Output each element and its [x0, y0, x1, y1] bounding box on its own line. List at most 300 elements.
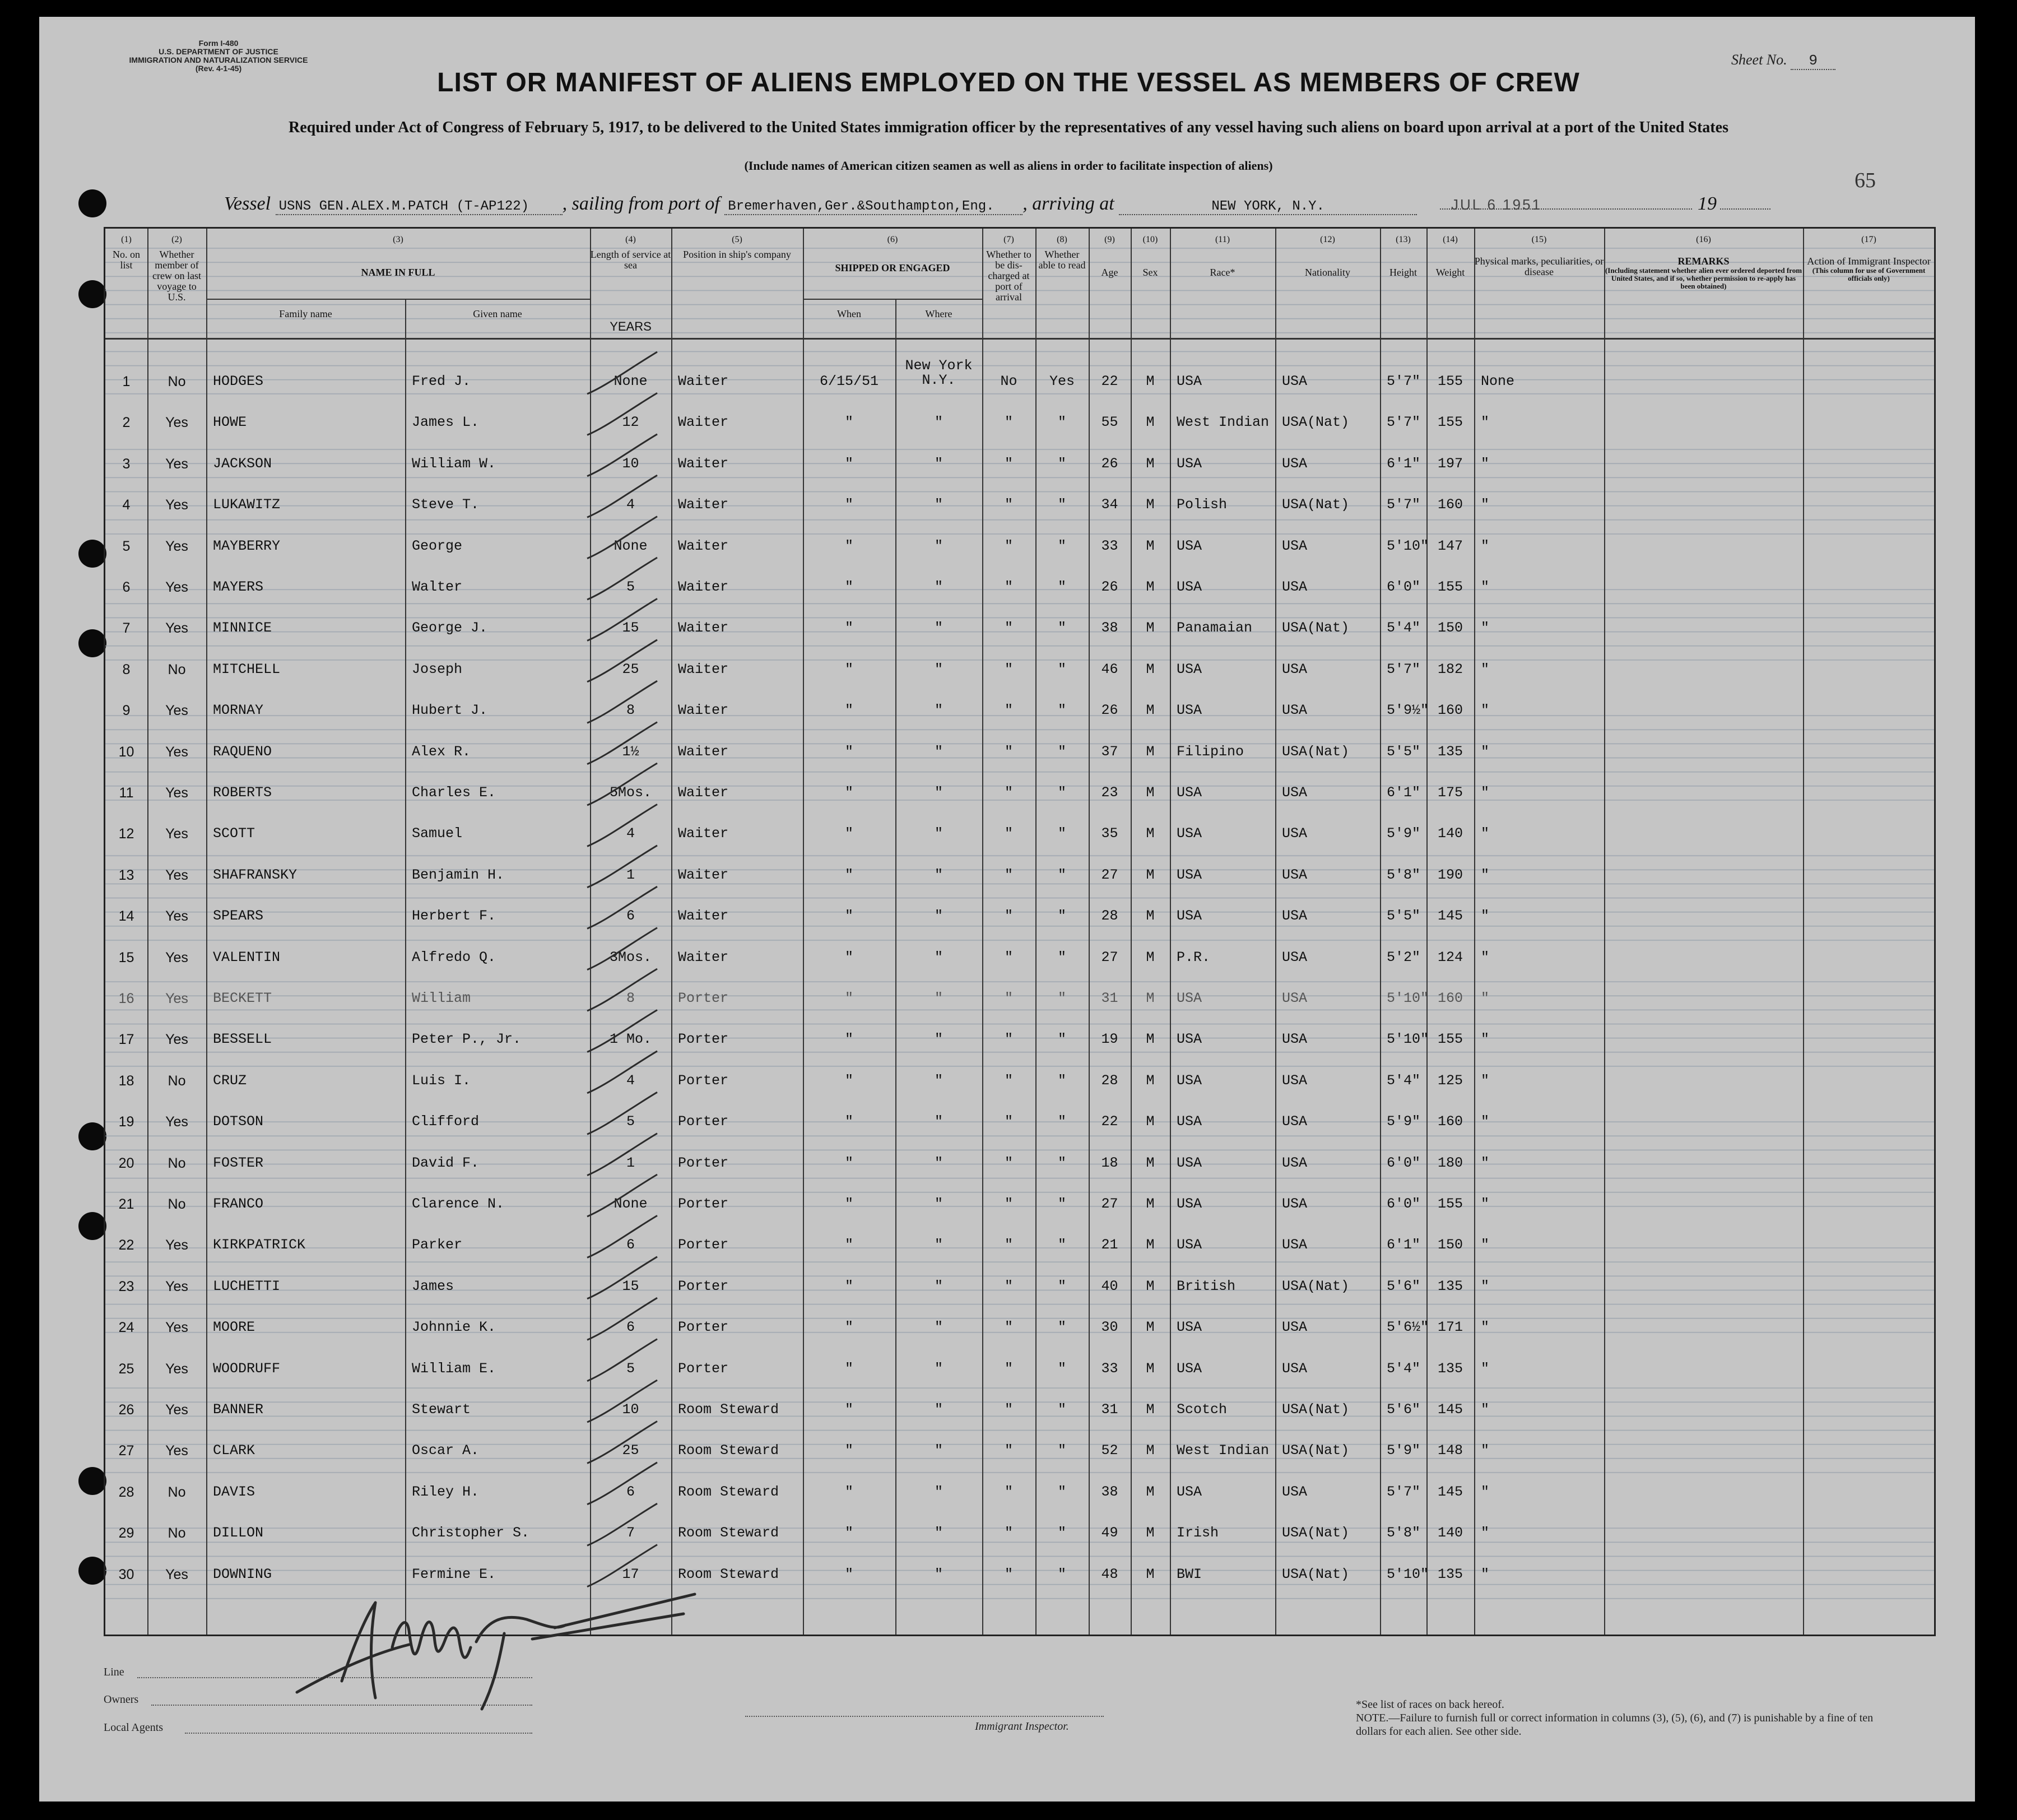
- shipped-where: ": [934, 1319, 943, 1336]
- race: USA: [1177, 990, 1202, 1006]
- to-be-discharged: ": [1004, 1442, 1013, 1459]
- shipped-when: ": [844, 908, 853, 925]
- check-mark: [587, 681, 657, 723]
- able-to-read: ": [1057, 702, 1066, 719]
- to-be-discharged: ": [1004, 414, 1013, 431]
- weight: 145: [1437, 908, 1463, 925]
- table-row: [105, 1057, 1934, 1098]
- family-name: FRANCO: [213, 1196, 264, 1212]
- check-mark: [587, 393, 657, 435]
- weight: 197: [1437, 455, 1463, 472]
- to-be-discharged: ": [1004, 866, 1013, 883]
- previous-voyage: Yes: [165, 867, 188, 883]
- physical-marks: ": [1481, 1113, 1490, 1130]
- physical-marks: ": [1481, 1319, 1490, 1336]
- date-stamp: JUL 6 1951: [1451, 196, 1542, 213]
- column-number: (14): [1443, 235, 1458, 244]
- given-name: Alfredo Q.: [412, 949, 496, 965]
- able-to-read: ": [1057, 1154, 1066, 1171]
- header-shipped-or-engaged: [803, 234, 982, 273]
- to-be-discharged: ": [1004, 1278, 1013, 1294]
- height: 5'9½": [1387, 702, 1429, 719]
- position: Waiter: [678, 620, 729, 637]
- check-mark: [587, 640, 657, 682]
- table-row: [105, 892, 1934, 933]
- table-row: [105, 769, 1934, 810]
- column-label: Nationality: [1305, 267, 1350, 278]
- to-be-discharged: ": [1004, 949, 1013, 965]
- page-subtitle: Required under Act of Congress of February 5, 1917, to be delivered to the United States immigration officer by the representatives of any vessel having such aliens on board upon arrival at a port of the United States: [289, 119, 1728, 136]
- physical-marks: ": [1481, 1566, 1490, 1582]
- able-to-read: ": [1057, 1360, 1066, 1377]
- given-name: Parker: [412, 1237, 463, 1253]
- shipped-where: ": [934, 537, 943, 554]
- height: 5'9": [1387, 1442, 1421, 1459]
- length-of-service: 6: [626, 1483, 635, 1500]
- check-mark: [587, 1134, 657, 1176]
- weight: 155: [1437, 373, 1463, 389]
- shipped-when: ": [844, 1196, 853, 1212]
- physical-marks: ": [1481, 825, 1490, 842]
- physical-marks: ": [1481, 1442, 1490, 1459]
- given-name: William E.: [412, 1360, 496, 1377]
- sex: M: [1146, 620, 1155, 637]
- table-row: [105, 1468, 1934, 1509]
- check-mark: [587, 434, 657, 476]
- family-name: DILLON: [213, 1525, 264, 1542]
- physical-marks: ": [1481, 1237, 1490, 1253]
- nationality: USA: [1282, 373, 1308, 389]
- family-name: CRUZ: [213, 1072, 247, 1089]
- column-number: (6): [887, 235, 898, 244]
- given-name: William: [412, 990, 471, 1006]
- check-mark: [587, 1174, 657, 1217]
- able-to-read: ": [1057, 784, 1066, 801]
- row-number: 24: [118, 1320, 134, 1336]
- page-title: LIST OR MANIFEST OF ALIENS EMPLOYED ON THE VESSEL AS MEMBERS OF CREW: [437, 68, 1580, 97]
- position: Waiter: [678, 743, 729, 760]
- height: 5'10": [1387, 990, 1429, 1006]
- crew-table: [104, 227, 1936, 1636]
- given-name: Walter: [412, 579, 463, 595]
- physical-marks: ": [1481, 579, 1490, 595]
- shipped-where: ": [934, 414, 943, 431]
- given-name: Clifford: [412, 1113, 480, 1130]
- length-of-service: 7: [626, 1525, 635, 1542]
- age: 26: [1101, 579, 1118, 595]
- previous-voyage: Yes: [165, 1443, 188, 1459]
- check-mark: [587, 1421, 657, 1463]
- length-of-service: None: [614, 373, 648, 389]
- previous-voyage: Yes: [165, 1566, 188, 1582]
- shipped-when: ": [844, 1072, 853, 1089]
- position: Waiter: [678, 784, 729, 801]
- family-name: SHAFRANSKY: [213, 866, 298, 883]
- page-subnote: (Include names of American citizen seamen as well as aliens in order to facilitate inspection of aliens): [744, 159, 1273, 173]
- weight: 155: [1437, 1031, 1463, 1048]
- given-name: Steve T.: [412, 496, 480, 513]
- family-name: DOWNING: [213, 1566, 272, 1582]
- age: 38: [1101, 1483, 1118, 1500]
- age: 37: [1101, 743, 1118, 760]
- sex: M: [1146, 661, 1155, 677]
- check-mark: [587, 804, 657, 846]
- nationality: USA: [1282, 784, 1308, 801]
- service: IMMIGRATION AND NATURALIZATION SERVICE: [129, 55, 308, 64]
- able-to-read: ": [1057, 496, 1066, 513]
- shipped-where: ": [934, 1237, 943, 1253]
- nationality: USA(Nat): [1282, 1401, 1350, 1418]
- column-label: REMARKS: [1677, 256, 1730, 267]
- to-be-discharged: ": [1004, 579, 1013, 595]
- column-number: (5): [732, 235, 742, 244]
- shipped-where: ": [934, 1031, 943, 1048]
- shipped-when: ": [844, 1442, 853, 1459]
- column-number: (13): [1396, 235, 1411, 244]
- height: 5'9": [1387, 825, 1421, 842]
- race: USA: [1177, 702, 1202, 719]
- family-name: DAVIS: [213, 1483, 255, 1500]
- age: 35: [1101, 825, 1118, 842]
- able-to-read: ": [1057, 1278, 1066, 1294]
- nationality: USA: [1282, 1072, 1308, 1089]
- check-marks: [579, 229, 682, 1636]
- header-race: [1170, 234, 1275, 278]
- sex: M: [1146, 784, 1155, 801]
- age: 48: [1101, 1566, 1118, 1582]
- length-of-service: 5: [626, 579, 635, 595]
- nationality: USA(Nat): [1282, 1566, 1350, 1582]
- check-mark: [587, 969, 657, 1011]
- row-number: 26: [118, 1402, 134, 1418]
- given-name: Alex R.: [412, 743, 471, 760]
- able-to-read: ": [1057, 661, 1066, 677]
- able-to-read: ": [1057, 620, 1066, 637]
- position: Waiter: [678, 373, 729, 389]
- physical-marks: ": [1481, 908, 1490, 925]
- sex: M: [1146, 825, 1155, 842]
- check-mark: [587, 1257, 657, 1299]
- table-row: [105, 1303, 1934, 1344]
- row-number: 6: [122, 579, 131, 595]
- given-name: David F.: [412, 1154, 480, 1171]
- previous-voyage: Yes: [165, 415, 188, 431]
- row-number: 28: [118, 1484, 134, 1500]
- check-mark: [587, 928, 657, 970]
- header-able-to-read: [1035, 234, 1089, 271]
- family-name: DOTSON: [213, 1113, 264, 1130]
- sex: M: [1146, 866, 1155, 883]
- sex: M: [1146, 1237, 1155, 1253]
- year-label: 19: [1698, 193, 1717, 214]
- header-remarks: [1604, 234, 1803, 290]
- age: 21: [1101, 1237, 1118, 1253]
- shipped-when: ": [844, 702, 853, 719]
- local-agents-label: Local Agents: [104, 1721, 164, 1734]
- nationality: USA(Nat): [1282, 496, 1350, 513]
- able-to-read: ": [1057, 1113, 1066, 1130]
- given-name: Samuel: [412, 825, 463, 842]
- sex: M: [1146, 537, 1155, 554]
- table-row: [105, 934, 1934, 974]
- race: British: [1177, 1278, 1236, 1294]
- able-to-read: ": [1057, 1196, 1066, 1212]
- nationality: USA: [1282, 825, 1308, 842]
- nationality: USA(Nat): [1282, 1525, 1350, 1542]
- race: USA: [1177, 908, 1202, 925]
- shipped-where: ": [934, 1483, 943, 1500]
- position: Waiter: [678, 908, 729, 925]
- shipped-when: ": [844, 620, 853, 637]
- row-number: 25: [118, 1361, 134, 1377]
- length-of-service: 8: [626, 702, 635, 719]
- inspector-label: Immigrant Inspector.: [975, 1720, 1069, 1733]
- weight: 147: [1437, 537, 1463, 554]
- row-number: 13: [118, 867, 134, 883]
- to-be-discharged: ": [1004, 455, 1013, 472]
- age: 26: [1101, 702, 1118, 719]
- vessel-label: Vessel: [224, 193, 271, 214]
- family-name: MAYERS: [213, 579, 264, 595]
- race: USA: [1177, 825, 1202, 842]
- to-be-discharged: ": [1004, 1483, 1013, 1500]
- to-be-discharged: ": [1004, 661, 1013, 677]
- header-discharged: [982, 234, 1035, 303]
- weight: 160: [1437, 496, 1463, 513]
- weight: 124: [1437, 949, 1463, 965]
- sex: M: [1146, 373, 1155, 389]
- weight: 190: [1437, 866, 1463, 883]
- weight: 175: [1437, 784, 1463, 801]
- shipped-where: ": [934, 825, 943, 842]
- sex: M: [1146, 949, 1155, 965]
- shipped-when: ": [844, 866, 853, 883]
- given-name: Riley H.: [412, 1483, 480, 1500]
- table-row: [105, 851, 1934, 892]
- family-name: LUKAWITZ: [213, 496, 281, 513]
- column-number: (16): [1696, 235, 1711, 244]
- column-label: Position in ship's company: [683, 249, 791, 260]
- race: Filipino: [1177, 743, 1244, 760]
- weight: 180: [1437, 1154, 1463, 1171]
- arriving-label: , arriving at: [1023, 193, 1114, 214]
- sex: M: [1146, 1360, 1155, 1377]
- punch-hole: [78, 629, 106, 657]
- position: Waiter: [678, 579, 729, 595]
- owners-label: Owners: [104, 1693, 139, 1706]
- column-label: Height: [1389, 267, 1417, 278]
- sex: M: [1146, 1566, 1155, 1582]
- able-to-read: ": [1057, 1031, 1066, 1048]
- length-of-service: 6: [626, 908, 635, 925]
- given-name: Johnnie K.: [412, 1319, 496, 1336]
- position: Porter: [678, 1196, 729, 1212]
- family-name: SPEARS: [213, 908, 264, 925]
- position: Waiter: [678, 455, 729, 472]
- previous-voyage: Yes: [165, 991, 188, 1006]
- shipped-where: ": [934, 1442, 943, 1459]
- to-be-discharged: ": [1004, 1196, 1013, 1212]
- to-be-discharged: ": [1004, 1360, 1013, 1377]
- height: 5'7": [1387, 373, 1421, 389]
- race: West Indian: [1177, 414, 1270, 431]
- weight: 160: [1437, 990, 1463, 1006]
- given-name: James: [412, 1278, 454, 1294]
- sex: M: [1146, 1154, 1155, 1171]
- age: 18: [1101, 1154, 1118, 1171]
- row-number: 23: [118, 1278, 134, 1294]
- length-of-service: 1½: [622, 743, 639, 760]
- header-inspector-action: [1803, 234, 1935, 282]
- previous-voyage: Yes: [165, 1278, 188, 1294]
- header-previous-voyage: [147, 234, 206, 303]
- race: USA: [1177, 373, 1202, 389]
- length-of-service: 1: [626, 1154, 635, 1171]
- position: Room Steward: [678, 1442, 779, 1459]
- weight: 150: [1437, 620, 1463, 637]
- position: Porter: [678, 1278, 729, 1294]
- nationality: USA(Nat): [1282, 620, 1350, 637]
- previous-voyage: Yes: [165, 908, 188, 925]
- family-name: JACKSON: [213, 455, 272, 472]
- family-name: BECKETT: [213, 990, 272, 1006]
- physical-marks: ": [1481, 1360, 1490, 1377]
- height: 5'7": [1387, 414, 1421, 431]
- physical-marks: ": [1481, 1401, 1490, 1418]
- race: P.R.: [1177, 949, 1211, 965]
- given-name: George: [412, 537, 463, 554]
- length-of-service: 12: [622, 414, 639, 431]
- row-number: 20: [118, 1155, 134, 1171]
- length-of-service: 17: [622, 1566, 639, 1582]
- shipped-when: ": [844, 537, 853, 554]
- table-row: [105, 646, 1934, 686]
- table-row: [105, 1221, 1934, 1262]
- table-row: [105, 686, 1934, 727]
- header-physical-marks: [1474, 234, 1604, 277]
- weight: 140: [1437, 825, 1463, 842]
- previous-voyage: Yes: [165, 1237, 188, 1253]
- row-number: 30: [118, 1566, 134, 1582]
- sex: M: [1146, 1525, 1155, 1542]
- weight: 160: [1437, 1113, 1463, 1130]
- weight: 125: [1437, 1072, 1463, 1089]
- able-to-read: ": [1057, 990, 1066, 1006]
- height: 5'7": [1387, 661, 1421, 677]
- height: 5'4": [1387, 1072, 1421, 1089]
- shipped-when: ": [844, 825, 853, 842]
- row-number: 12: [118, 826, 134, 842]
- footer-note: [1356, 1698, 1888, 1738]
- race: Scotch: [1177, 1401, 1228, 1418]
- physical-marks: ": [1481, 537, 1490, 554]
- header-position: [671, 234, 803, 260]
- revision: (Rev. 4-1-45): [195, 64, 242, 73]
- punch-hole: [78, 1557, 106, 1585]
- age: 49: [1101, 1525, 1118, 1542]
- header-age: [1089, 234, 1131, 278]
- nationality: USA: [1282, 537, 1308, 554]
- check-mark: [587, 1462, 657, 1505]
- to-be-discharged: ": [1004, 1566, 1013, 1582]
- length-of-service: 1 Mo.: [609, 1031, 652, 1048]
- age: 38: [1101, 620, 1118, 637]
- length-of-service: 10: [622, 1401, 639, 1418]
- position: Porter: [678, 990, 729, 1006]
- able-to-read: ": [1057, 908, 1066, 925]
- able-to-read: ": [1057, 866, 1066, 883]
- column-label: SHIPPED OR ENGAGED: [835, 262, 950, 273]
- check-mark: [587, 1298, 657, 1340]
- family-name: HODGES: [213, 373, 264, 389]
- sex: M: [1146, 1401, 1155, 1418]
- given-name: James L.: [412, 414, 480, 431]
- family-name: BESSELL: [213, 1031, 272, 1048]
- to-be-discharged: ": [1004, 1072, 1013, 1089]
- height: 6'1": [1387, 784, 1421, 801]
- inspector-subtext: (This column for use of Government officials only): [1812, 266, 1926, 282]
- length-of-service: 3Mos.: [609, 949, 652, 965]
- family-name: WOODRUFF: [213, 1360, 281, 1377]
- position: Porter: [678, 1113, 729, 1130]
- vessel-name: USNS GEN.ALEX.M.PATCH (T-AP122): [276, 199, 563, 215]
- race: USA: [1177, 1360, 1202, 1377]
- to-be-discharged: ": [1004, 537, 1013, 554]
- check-mark: [587, 886, 657, 928]
- table-row: [105, 481, 1934, 522]
- able-to-read: ": [1057, 414, 1066, 431]
- nationality: USA: [1282, 949, 1308, 965]
- family-name: HOWE: [213, 414, 247, 431]
- nationality: USA: [1282, 1483, 1308, 1500]
- previous-voyage: Yes: [165, 456, 188, 472]
- shipped-where: ": [934, 455, 943, 472]
- position: Room Steward: [678, 1483, 779, 1500]
- height: 6'1": [1387, 1237, 1421, 1253]
- inspector-signature-line: [745, 1716, 1104, 1717]
- able-to-read: Yes: [1049, 373, 1075, 389]
- punch-hole: [78, 189, 106, 217]
- header-nationality: [1275, 234, 1380, 278]
- port-to: NEW YORK, N.Y.: [1119, 199, 1417, 215]
- header-weight: [1426, 234, 1474, 278]
- column-label: NAME IN FULL: [361, 267, 435, 278]
- able-to-read: ": [1057, 1319, 1066, 1336]
- race: USA: [1177, 1072, 1202, 1089]
- previous-voyage: Yes: [165, 1032, 188, 1048]
- given-name: Oscar A.: [412, 1442, 480, 1459]
- race: Irish: [1177, 1525, 1219, 1542]
- family-name: LUCHETTI: [213, 1278, 281, 1294]
- header-divider: [105, 338, 1934, 340]
- age: 33: [1101, 1360, 1118, 1377]
- family-name: FOSTER: [213, 1154, 264, 1171]
- to-be-discharged: ": [1004, 1401, 1013, 1418]
- weight: 160: [1437, 702, 1463, 719]
- to-be-discharged: ": [1004, 1525, 1013, 1542]
- age: 22: [1101, 373, 1118, 389]
- race: Polish: [1177, 496, 1228, 513]
- column-number: (15): [1531, 235, 1547, 244]
- sex: M: [1146, 1031, 1155, 1048]
- length-of-service: 5: [626, 1113, 635, 1130]
- previous-voyage: Yes: [165, 1361, 188, 1377]
- table-row: [105, 357, 1934, 398]
- race: USA: [1177, 1319, 1202, 1336]
- column-label: Whether member of crew on last voyage to U.S.: [152, 249, 201, 303]
- able-to-read: ": [1057, 537, 1066, 554]
- physical-marks: ": [1481, 1196, 1490, 1212]
